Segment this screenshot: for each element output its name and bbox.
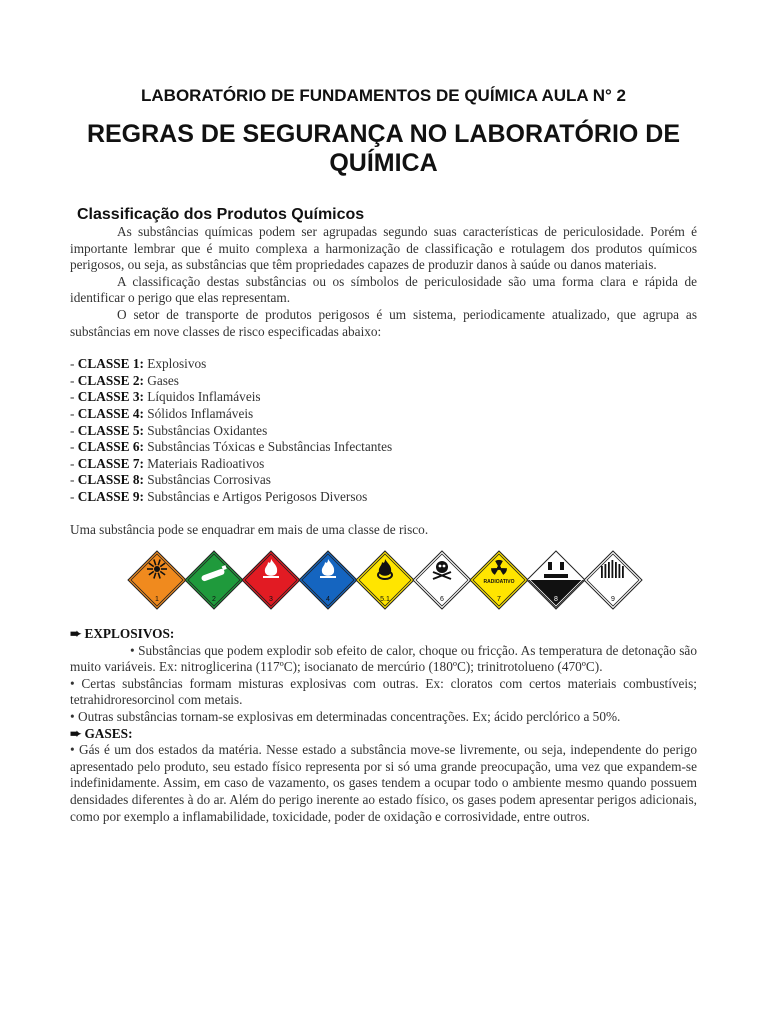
bullet-text: • Substâncias que podem explodir sob efeito de calor, choque ou fricção. As temperatura de detonação são muito variáveis. Ex: nitroglicerina (117ºC); isocianato de mercúrio (180ºC); trinitrotolueno (470ºC). [70, 642, 697, 675]
document-body [70, 224, 697, 825]
hazard-placard-class-1 [127, 550, 187, 610]
class-desc: Substâncias Tóxicas e Substâncias Infectantes [143, 439, 393, 455]
placard-number: 1 [155, 596, 159, 604]
hazard-placards-row [70, 544, 697, 616]
class-desc: Gases [143, 372, 179, 388]
class-label: CLASSE 5: [77, 422, 144, 438]
page-title: REGRAS DE SEGURANÇA NO LABORATÓRIO DE QUÍMICA [86, 120, 681, 177]
list-item: - CLASSE 3: Líquidos Inflamáveis [70, 389, 261, 405]
list-item: - CLASSE 1: Explosivos [70, 356, 207, 372]
class-desc: Explosivos [143, 356, 207, 372]
placard-number: 8 [554, 596, 558, 604]
explosivos-section [70, 626, 697, 825]
class-desc: Substâncias Oxidantes [143, 422, 268, 438]
placard-number: 5.1 [380, 596, 390, 604]
placard-caption: RADIOATIVO [483, 579, 515, 586]
class-label: CLASSE 7: [77, 455, 144, 471]
class-desc: Substâncias Corrosivas [143, 472, 271, 488]
class-label: CLASSE 8: [77, 472, 144, 488]
paragraph: A classificação destas substâncias ou os símbolos de periculosidade são uma forma clara e rápida de identificar o perigo que elas representam. [70, 273, 697, 306]
course-line: LABORATÓRIO DE FUNDAMENTOS DE QUÍMICA AULA N° 2 [141, 86, 626, 105]
class-label: CLASSE 3: [77, 389, 144, 405]
hazard-placard-class-6 [412, 550, 472, 610]
class-label: CLASSE 1: [77, 356, 144, 372]
list-item: - CLASSE 9: Substâncias e Artigos Perigosos Diversos [70, 488, 368, 504]
class-desc: Substâncias e Artigos Perigosos Diversos [143, 488, 368, 504]
hazard-placard-class-8 [526, 550, 586, 610]
list-item: - CLASSE 7: Materiais Radioativos [70, 455, 265, 471]
class-label: CLASSE 6: [77, 439, 144, 455]
placard-number: 7 [497, 596, 501, 604]
hazard-placard-class-9 [583, 550, 643, 610]
paragraph: As substâncias químicas podem ser agrupadas segundo suas características de periculosidade. Porém é importante lembrar que é muito complexa a harmonização de classificação e rotulagem dos produtos químicos perigosos, ou seja, as substâncias que têm propriedades capazes de produzir danos à saúde ou danos materiais. [70, 224, 697, 273]
class-desc: Materiais Radioativos [143, 455, 265, 471]
list-item: - CLASSE 6: Substâncias Tóxicas e Substâncias Infectantes [70, 439, 393, 455]
placard-number: 2 [212, 596, 216, 604]
list-item: - CLASSE 5: Substâncias Oxidantes [70, 422, 268, 438]
list-item: - CLASSE 2: Gases [70, 372, 179, 388]
paragraph: O setor de transporte de produtos perigosos é um sistema, periodicamente atualizado, que agrupa as substâncias em nove classes de risco especificadas abaixo: [70, 306, 697, 339]
bullet-text: • Outras substâncias tornam-se explosivas em determinadas concentrações. Ex; ácido perclórico a 50%. [70, 709, 621, 725]
hazard-placard-class-4 [298, 550, 358, 610]
placard-number: 9 [611, 596, 615, 604]
hazard-placard-class-5-1 [355, 550, 415, 610]
section-heading: ➨ EXPLOSIVOS: [70, 626, 175, 642]
list-item: - CLASSE 4: Sólidos Inflamáveis [70, 405, 254, 421]
bullet-text: • Gás é um dos estados da matéria. Nesse estado a substância move-se livremente, ou seja, independente do perigo apresentado pelo produto, seu estado físico representa por si só uma grande preocupação, uma vez que expandem-se indefinidamente. Assim, em caso de vazamento, os gases tendem a ocupar todo o ambiente mesmo quando possuem densidades diferentes à do ar. Além do perigo inerente ao estado físico, os gases podem apresentar perigos adicionais, como por exemplo a inflamabilidade, toxicidade, poder de oxidação e corrosividade, entre outros. [70, 742, 697, 824]
class-desc: Sólidos Inflamáveis [143, 405, 254, 421]
placard-number: 4 [326, 596, 330, 604]
hazard-placard-class-3 [241, 550, 301, 610]
class-desc: Líquidos Inflamáveis [143, 389, 261, 405]
note-text: Uma substância pode se enquadrar em mais de uma classe de risco. [70, 521, 429, 537]
class-label: CLASSE 2: [77, 372, 144, 388]
risk-class-list [70, 356, 697, 505]
class-label: CLASSE 4: [77, 405, 144, 421]
section-heading: ➨ GASES: [70, 725, 133, 741]
placard-number: 6 [440, 596, 444, 604]
placard-number: 3 [269, 596, 273, 604]
bullet-text: • Certas substâncias formam misturas explosivas com outras. Ex: cloratos com certos materiais combustíveis; tetrahidroresorcinol com metais. [70, 675, 697, 708]
list-item: - CLASSE 8: Substâncias Corrosivas [70, 472, 271, 488]
hazard-placard-class-7 [469, 550, 529, 610]
class-label: CLASSE 9: [77, 488, 144, 504]
hazard-placard-class-2 [184, 550, 244, 610]
section-title: Classificação dos Produtos Químicos [77, 206, 365, 223]
